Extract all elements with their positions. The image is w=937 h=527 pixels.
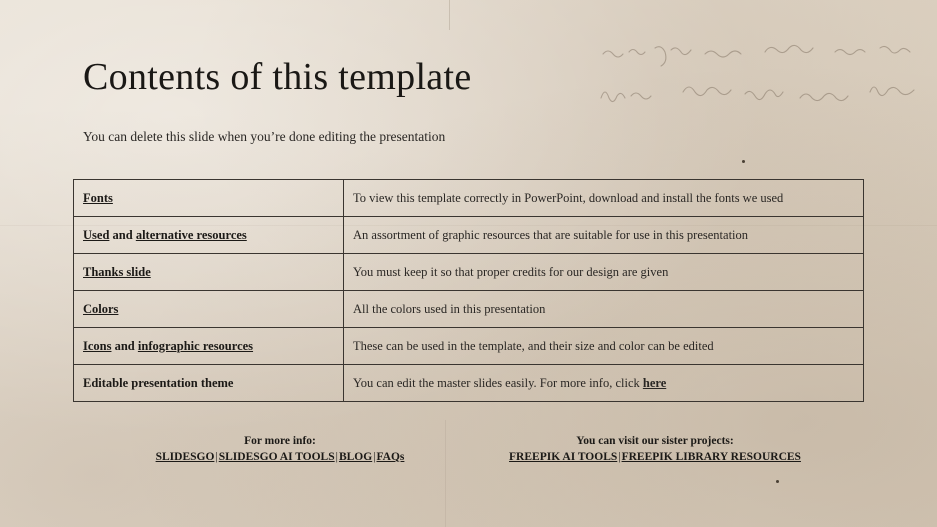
row-key-cell [74,217,344,254]
table-row [74,365,864,402]
resource-link[interactable]: Thanks slide [83,264,151,279]
resource-link[interactable]: alternative resources [135,227,247,242]
row-description-cell [344,291,864,328]
row-description-cell [344,217,864,254]
footer-sister-projects-links [495,449,815,465]
resource-link[interactable]: infographic resources [137,338,254,353]
row-key-cell [74,180,344,217]
row-description: You can edit the master slides easily. For more info, click [353,375,643,390]
resource-link[interactable]: Used [83,227,110,242]
row-key-cell [74,254,344,291]
resource-link[interactable]: Icons [83,338,112,353]
footer-more-info-heading: For more info: [244,435,316,447]
row-description-cell [344,180,864,217]
row-key-cell [74,328,344,365]
row-description-cell [344,254,864,291]
table-row [74,291,864,328]
paper-speck [776,480,779,483]
page-subtitle: You can delete this slide when you’re done editing the presentation [83,129,446,144]
link-separator: | [335,451,338,463]
row-description: You must keep it so that proper credits for our design are given [353,264,669,279]
page-title: Contents of this template [83,56,472,98]
table-row [74,328,864,365]
footer-link[interactable]: SLIDESGO [155,451,215,463]
link-separator: | [373,451,376,463]
row-key-cell [74,291,344,328]
row-description: All the colors used in this presentation [353,301,546,316]
row-key-text: and [109,227,136,242]
row-key-text: Editable presentation theme [83,375,234,390]
table-row [74,254,864,291]
row-description: To view this template correctly in PowerPoint, download and install the fonts we used [353,190,784,205]
row-key-text: and [111,338,138,353]
footer-more-info-links [140,449,420,465]
contents-table [73,179,864,402]
footer-link[interactable]: FAQs [376,451,405,463]
footer-link[interactable]: FREEPIK LIBRARY RESOURCES [621,451,801,463]
row-key-cell [74,365,344,402]
footer-link[interactable]: FREEPIK AI TOOLS [509,451,618,463]
footer-sister-projects-heading: You can visit our sister projects: [576,435,734,447]
row-description: These can be used in the template, and their size and color can be edited [353,338,714,353]
table-row [74,180,864,217]
paper-crease [449,0,450,30]
handwriting-decoration [595,40,935,120]
here-link[interactable]: here [642,375,667,390]
link-separator: | [618,451,621,463]
footer-link[interactable]: SLIDESGO AI TOOLS [218,451,335,463]
table-row [74,217,864,254]
row-description-cell [344,328,864,365]
paper-crease [445,420,446,527]
resource-link[interactable]: Colors [83,301,119,316]
link-separator: | [215,451,218,463]
footer-sister-projects [495,433,815,465]
row-description: An assortment of graphic resources that are suitable for use in this presentation [353,227,749,242]
paper-speck [742,160,745,163]
footer-link[interactable]: BLOG [338,451,373,463]
row-description-cell [344,365,864,402]
footer-more-info [140,433,420,465]
resource-link[interactable]: Fonts [83,190,113,205]
